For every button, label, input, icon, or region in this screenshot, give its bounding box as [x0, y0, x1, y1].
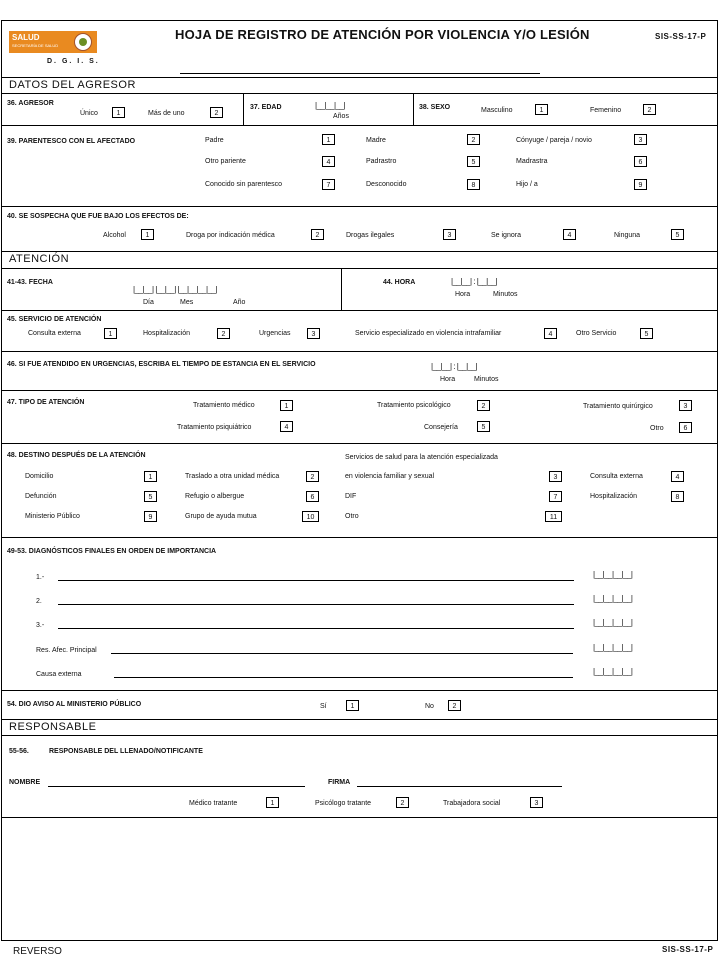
efecto-box[interactable]: 2 — [311, 229, 324, 240]
divider — [1, 537, 718, 538]
q48-label: 48. DESTINO DESPUÉS DE LA ATENCIÓN — [7, 452, 146, 459]
parentesco-box[interactable]: 4 — [322, 156, 335, 167]
form-code-bottom: SIS-SS-17-P — [662, 945, 714, 954]
parentesco-label: Conocido sin parentesco — [205, 181, 283, 188]
page-title: HOJA DE REGISTRO DE ATENCIÓN POR VIOLENCIA Y/O LESIÓN — [175, 27, 590, 42]
tipo-label: Tratamiento médico — [193, 402, 255, 409]
firma-field[interactable] — [357, 786, 562, 787]
estancia-minutos-label: Minutos — [474, 376, 499, 383]
servicio-label: Urgencias — [259, 330, 291, 337]
diag-line[interactable] — [58, 580, 574, 581]
parentesco-label: Otro pariente — [205, 158, 246, 165]
destino-box[interactable]: 7 — [549, 491, 562, 502]
divider — [1, 351, 718, 352]
parentesco-label: Madre — [366, 137, 386, 144]
destino-box[interactable]: 3 — [549, 471, 562, 482]
efecto-label: Se ignora — [491, 232, 521, 239]
destino-label: Domicilio — [25, 473, 54, 480]
divider — [1, 443, 718, 444]
destino-box[interactable]: 2 — [306, 471, 319, 482]
diag-label: Causa externa — [36, 671, 82, 678]
diag-line[interactable] — [114, 677, 573, 678]
diag-line[interactable] — [111, 653, 573, 654]
minutos-label: Minutos — [493, 291, 518, 298]
efecto-box[interactable]: 5 — [671, 229, 684, 240]
diag-line[interactable] — [58, 604, 574, 605]
dia-label: Día — [143, 299, 154, 306]
estancia-hora-label: Hora — [440, 376, 456, 383]
estancia-input[interactable]: |__|__| : |__|__| — [431, 362, 478, 371]
mas-de-uno-box[interactable]: 2 — [210, 107, 223, 118]
servicio-label: Otro Servicio — [576, 330, 617, 337]
diag-code[interactable]: |__|__|__|__| — [593, 618, 633, 627]
servicio-box[interactable]: 3 — [307, 328, 320, 339]
nombre-label: NOMBRE — [9, 779, 41, 786]
divider — [413, 93, 414, 125]
servicio-box[interactable]: 1 — [104, 328, 117, 339]
rol-label: Psicólogo tratante — [315, 800, 372, 807]
anos-label: Años — [333, 113, 349, 120]
divider — [1, 817, 718, 818]
destino-box[interactable]: 10 — [302, 511, 319, 522]
destino-label: Grupo de ayuda mutua — [185, 513, 257, 520]
section-atencion: ATENCIÓN — [9, 253, 70, 265]
parentesco-label: Padre — [205, 137, 224, 144]
q47-label: 47. TIPO DE ATENCIÓN — [7, 399, 85, 406]
tipo-label: Tratamiento quirúrgico — [583, 403, 653, 410]
tipo-box[interactable]: 4 — [280, 421, 293, 432]
divider — [341, 268, 342, 310]
parentesco-box[interactable]: 1 — [322, 134, 335, 145]
no-label: No — [425, 703, 434, 710]
tipo-box[interactable]: 3 — [679, 400, 692, 411]
divider — [1, 251, 718, 252]
servicio-box[interactable]: 2 — [217, 328, 230, 339]
logo-subtext: SECRETARÍA DE SALUD — [12, 43, 59, 48]
destino-box[interactable]: 6 — [306, 491, 319, 502]
destino-box[interactable]: 9 — [144, 511, 157, 522]
fecha-input[interactable]: |__|__| |__|__| |__|__|__|__| — [133, 285, 217, 294]
efecto-label: Drogas ilegales — [346, 232, 395, 239]
parentesco-label: Desconocido — [366, 181, 407, 188]
q49-label: 49-53. DIAGNÓSTICOS FINALES EN ORDEN DE IMPORTANCIA — [7, 548, 217, 555]
q55-title: RESPONSABLE DEL LLENADO/NOTIFICANTE — [49, 748, 203, 755]
destino-label: Consulta externa — [590, 473, 643, 480]
divider — [1, 735, 718, 736]
q54-label: 54. DIO AVISO AL MINISTERIO PÚBLICO — [7, 701, 142, 708]
nombre-field[interactable] — [48, 786, 305, 787]
tipo-box[interactable]: 6 — [679, 422, 692, 433]
servicio-box[interactable]: 5 — [640, 328, 653, 339]
dgis-label: D. G. I. S. — [47, 58, 100, 65]
tipo-label: Consejería — [424, 424, 458, 431]
tipo-box[interactable]: 2 — [477, 400, 490, 411]
destino-box[interactable]: 1 — [144, 471, 157, 482]
q45-label: 45. SERVICIO DE ATENCIÓN — [7, 316, 102, 323]
servicio-label: Consulta externa — [28, 330, 81, 337]
parentesco-label: Madrastra — [516, 158, 548, 165]
parentesco-box[interactable]: 8 — [467, 179, 480, 190]
title-rule — [180, 73, 540, 74]
parentesco-box[interactable]: 3 — [634, 134, 647, 145]
si-label: Sí — [320, 703, 327, 710]
diag-code[interactable]: |__|__|__|__| — [593, 643, 633, 652]
efecto-label: Alcohol — [103, 232, 126, 239]
destino-label: Refugio o albergue — [185, 493, 245, 500]
diag-line[interactable] — [58, 628, 574, 629]
divider — [1, 390, 718, 391]
section-agresor: DATOS DEL AGRESOR — [9, 79, 136, 91]
q41-label: 41-43. FECHA — [7, 279, 53, 286]
efecto-label: Ninguna — [614, 232, 641, 239]
divider — [243, 93, 244, 125]
diag-label: 3.- — [36, 622, 45, 629]
masculino-box[interactable]: 1 — [535, 104, 548, 115]
efecto-box[interactable]: 3 — [443, 229, 456, 240]
reverso-label: REVERSO — [13, 946, 62, 957]
form-code-top: SIS-SS-17-P — [655, 32, 707, 41]
rol-box[interactable]: 2 — [396, 797, 409, 808]
section-responsable: RESPONSABLE — [9, 721, 97, 733]
parentesco-box[interactable]: 2 — [467, 134, 480, 145]
destino-box[interactable]: 5 — [144, 491, 157, 502]
servicio-label: Hospitalización — [143, 330, 191, 337]
tipo-label: Tratamiento psicológico — [377, 402, 451, 409]
diag-label: 1.- — [36, 574, 45, 581]
destino-label: Traslado a otra unidad médica — [185, 473, 280, 480]
rol-label: Médico tratante — [189, 800, 238, 807]
parentesco-box[interactable]: 6 — [634, 156, 647, 167]
q37-label: 37. EDAD — [250, 104, 282, 111]
destino-label: Defunción — [25, 493, 57, 500]
ano-label: Año — [233, 299, 246, 306]
divider — [1, 206, 718, 207]
efecto-box[interactable]: 4 — [563, 229, 576, 240]
si-box[interactable]: 1 — [346, 700, 359, 711]
q44-label: 44. HORA — [383, 279, 416, 286]
mes-label: Mes — [180, 299, 194, 306]
destino-label: Otro — [345, 513, 359, 520]
q40-label: 40. SE SOSPECHA QUE FUE BAJO LOS EFECTOS DE: — [7, 213, 189, 220]
divider — [1, 690, 718, 691]
parentesco-label: Cónyuge / pareja / novio — [516, 137, 592, 144]
destino-label: DIF — [345, 493, 357, 500]
rol-box[interactable]: 1 — [266, 797, 279, 808]
logo-text: SALUD — [12, 33, 40, 42]
q38-label: 38. SEXO — [419, 104, 451, 111]
femenino-box[interactable]: 2 — [643, 104, 656, 115]
parentesco-box[interactable]: 5 — [467, 156, 480, 167]
divider — [1, 93, 718, 94]
diag-code[interactable]: |__|__|__|__| — [593, 594, 633, 603]
diag-code[interactable]: |__|__|__|__| — [593, 570, 633, 579]
tipo-box[interactable]: 5 — [477, 421, 490, 432]
esp-header: Servicios de salud para la atención especializada — [345, 454, 498, 461]
q55-label: 55-56. — [9, 748, 29, 755]
parentesco-box[interactable]: 9 — [634, 179, 647, 190]
edad-input[interactable]: |__|__|__| — [315, 101, 346, 110]
diag-label: Res. Afec. Principal — [36, 647, 97, 654]
hora-label: Hora — [455, 291, 471, 298]
masculino-label: Masculino — [481, 107, 513, 114]
parentesco-label: Hijo / a — [516, 181, 538, 188]
destino-box[interactable]: 8 — [671, 491, 684, 502]
efecto-box[interactable]: 1 — [141, 229, 154, 240]
q36-label: 36. AGRESOR — [7, 100, 54, 107]
diag-code[interactable]: |__|__|__|__| — [593, 667, 633, 676]
firma-label: FIRMA — [328, 779, 351, 786]
diag-label: 2. — [36, 598, 42, 605]
parentesco-label: Padrastro — [366, 158, 397, 165]
destino-box[interactable]: 4 — [671, 471, 684, 482]
destino-box[interactable]: 11 — [545, 511, 562, 522]
divider — [1, 77, 718, 78]
divider — [1, 125, 718, 126]
rol-box[interactable]: 3 — [530, 797, 543, 808]
parentesco-box[interactable]: 7 — [322, 179, 335, 190]
divider — [1, 310, 718, 311]
divider — [1, 268, 718, 269]
efecto-label: Droga por indicación médica — [186, 232, 275, 239]
tipo-label: Tratamiento psiquiátrico — [177, 424, 252, 431]
unico-label: Único — [80, 110, 98, 117]
destino-label: Hospitalización — [590, 493, 638, 500]
tipo-label: Otro — [650, 425, 664, 432]
q46-label: 46. SI FUE ATENDIDO EN URGENCIAS, ESCRIBA EL TIEMPO DE ESTANCIA EN EL SERVICIO — [7, 361, 316, 368]
servicio-box[interactable]: 4 — [544, 328, 557, 339]
unico-box[interactable]: 1 — [112, 107, 125, 118]
rol-label: Trabajadora social — [443, 800, 501, 807]
mas-de-uno-label: Más de uno — [148, 110, 185, 117]
divider — [1, 719, 718, 720]
destino-label: en violencia familiar y sexual — [345, 473, 435, 480]
hora-input[interactable]: |__|__| : |__|__| — [451, 277, 498, 286]
q39-label: 39. PARENTESCO CON EL AFECTADO — [7, 138, 136, 145]
femenino-label: Femenino — [590, 107, 622, 114]
destino-label: Ministerio Público — [25, 513, 80, 520]
no-box[interactable]: 2 — [448, 700, 461, 711]
servicio-label: Servicio especializado en violencia intrafamiliar — [355, 330, 502, 337]
tipo-box[interactable]: 1 — [280, 400, 293, 411]
